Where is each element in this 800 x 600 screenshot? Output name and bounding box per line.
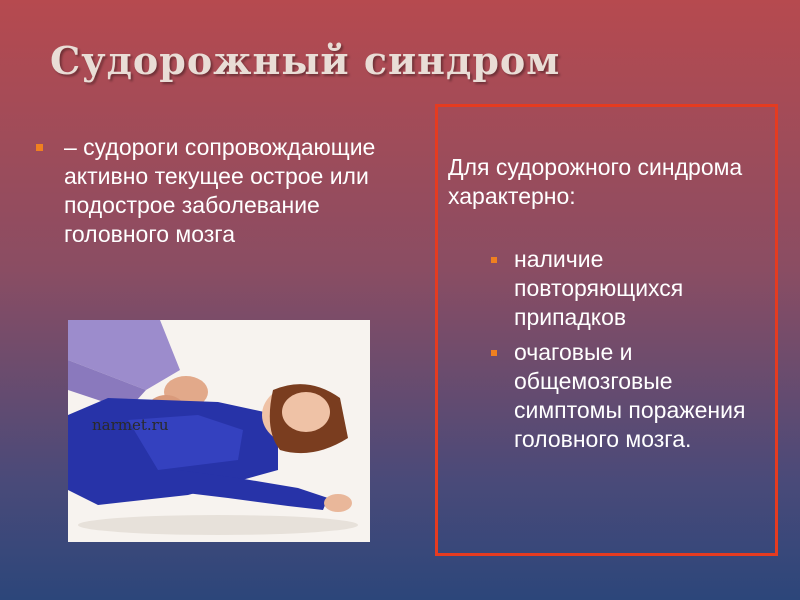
definition-bullet [36, 133, 406, 249]
characteristics-list [488, 245, 773, 460]
list-item [488, 338, 773, 454]
slide-title: Судорожный синдром [50, 38, 561, 83]
watermark-text: narmet.ru [92, 416, 169, 434]
bullet-marker [491, 257, 497, 263]
bullet-marker [491, 350, 497, 356]
definition-text: – судороги сопровождающие активно текущее острое или подострое заболевание головного мозга [64, 134, 376, 247]
list-item [488, 245, 773, 332]
list-item-text: очаговые и общемозговые симптомы поражения головного мозга. [514, 339, 746, 452]
box-heading: Для судорожного синдрома характерно: [448, 154, 743, 209]
list-item-text: наличие повторяющихся припадков [514, 246, 684, 330]
characteristics-box [435, 104, 778, 556]
illustration-photo [68, 320, 370, 542]
bullet-marker [36, 144, 43, 151]
